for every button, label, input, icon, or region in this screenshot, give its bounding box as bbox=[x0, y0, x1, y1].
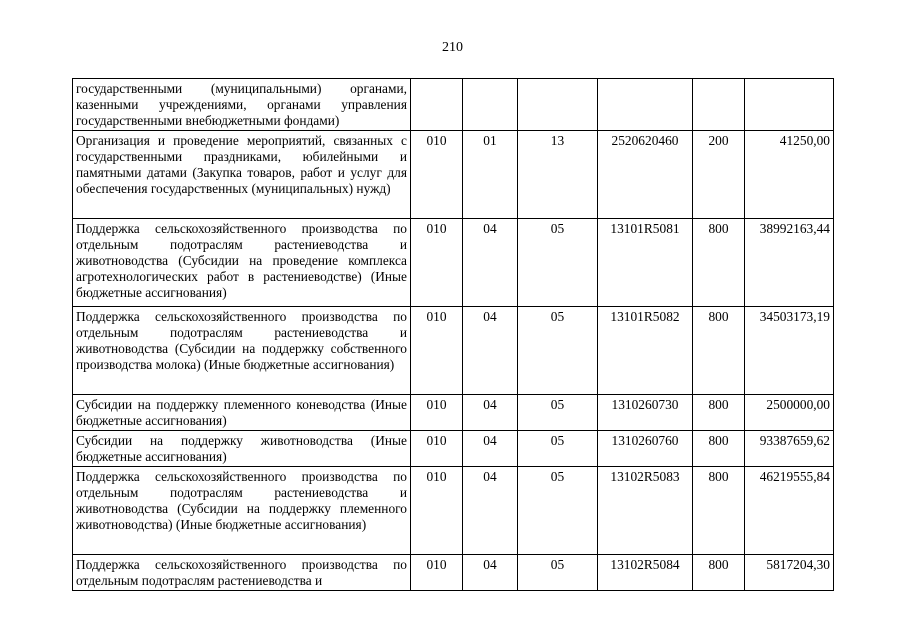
row-description: Поддержка сельскохозяйственного производства по отдельным подотраслям растениеводства и bbox=[73, 555, 411, 591]
expense-type-code bbox=[693, 79, 745, 131]
ministry-code: 010 bbox=[411, 555, 463, 591]
ministry-code: 010 bbox=[411, 131, 463, 219]
ministry-code: 010 bbox=[411, 431, 463, 467]
section-code: 04 bbox=[463, 555, 518, 591]
expense-type-code: 200 bbox=[693, 131, 745, 219]
budget-table bbox=[72, 78, 834, 591]
ministry-code: 010 bbox=[411, 307, 463, 395]
target-article-code: 1310260730 bbox=[598, 395, 693, 431]
row-description: Поддержка сельскохозяйственного производства по отдельным подотраслям растениеводства и животноводства (Субсидии на поддержку племенного животноводства) (Иные бюджетные ассигнования) bbox=[73, 467, 411, 555]
table-row bbox=[73, 431, 834, 467]
target-article-code: 13101R5082 bbox=[598, 307, 693, 395]
expense-type-code: 800 bbox=[693, 395, 745, 431]
amount: 93387659,62 bbox=[745, 431, 834, 467]
subsection-code: 05 bbox=[518, 431, 598, 467]
section-code: 04 bbox=[463, 219, 518, 307]
amount: 46219555,84 bbox=[745, 467, 834, 555]
amount: 38992163,44 bbox=[745, 219, 834, 307]
table-row bbox=[73, 79, 834, 131]
section-code: 04 bbox=[463, 307, 518, 395]
section-code bbox=[463, 79, 518, 131]
ministry-code: 010 bbox=[411, 219, 463, 307]
subsection-code: 13 bbox=[518, 131, 598, 219]
row-description: государственными (муниципальными) органами, казенными учреждениями, органами управления государственными внебюджетными фондами) bbox=[73, 79, 411, 131]
subsection-code: 05 bbox=[518, 219, 598, 307]
target-article-code bbox=[598, 79, 693, 131]
table-row bbox=[73, 219, 834, 307]
table-row bbox=[73, 395, 834, 431]
target-article-code: 2520620460 bbox=[598, 131, 693, 219]
amount: 34503173,19 bbox=[745, 307, 834, 395]
table-row bbox=[73, 555, 834, 591]
row-description: Субсидии на поддержку племенного коневодства (Иные бюджетные ассигнования) bbox=[73, 395, 411, 431]
row-description: Поддержка сельскохозяйственного производства по отдельным подотраслям растениеводства и животноводства (Субсидии на поддержку собственного производства молока) (Иные бюджетные ассигнования) bbox=[73, 307, 411, 395]
amount: 2500000,00 bbox=[745, 395, 834, 431]
target-article-code: 13102R5084 bbox=[598, 555, 693, 591]
expense-type-code: 800 bbox=[693, 307, 745, 395]
page-number: 210 bbox=[442, 40, 463, 55]
section-code: 04 bbox=[463, 431, 518, 467]
amount bbox=[745, 79, 834, 131]
subsection-code: 05 bbox=[518, 395, 598, 431]
subsection-code: 05 bbox=[518, 467, 598, 555]
ministry-code: 010 bbox=[411, 467, 463, 555]
target-article-code: 13102R5083 bbox=[598, 467, 693, 555]
expense-type-code: 800 bbox=[693, 467, 745, 555]
target-article-code: 13101R5081 bbox=[598, 219, 693, 307]
table-row bbox=[73, 131, 834, 219]
subsection-code: 05 bbox=[518, 307, 598, 395]
expense-type-code: 800 bbox=[693, 219, 745, 307]
row-description: Субсидии на поддержку животноводства (Иные бюджетные ассигнования) bbox=[73, 431, 411, 467]
amount: 5817204,30 bbox=[745, 555, 834, 591]
row-description: Поддержка сельскохозяйственного производства по отдельным подотраслям растениеводства и животноводства (Субсидии на проведение комплекса агротехнологических работ в растениеводстве) (Иные бюджетные ассигнования) bbox=[73, 219, 411, 307]
ministry-code: 010 bbox=[411, 395, 463, 431]
subsection-code bbox=[518, 79, 598, 131]
amount: 41250,00 bbox=[745, 131, 834, 219]
section-code: 01 bbox=[463, 131, 518, 219]
section-code: 04 bbox=[463, 467, 518, 555]
ministry-code bbox=[411, 79, 463, 131]
target-article-code: 1310260760 bbox=[598, 431, 693, 467]
table-row bbox=[73, 307, 834, 395]
section-code: 04 bbox=[463, 395, 518, 431]
row-description: Организация и проведение мероприятий, связанных с государственными праздниками, юбилейными и памятными датами (Закупка товаров, работ и услуг для обеспечения государственных (муниципальных) нужд) bbox=[73, 131, 411, 219]
expense-type-code: 800 bbox=[693, 555, 745, 591]
expense-type-code: 800 bbox=[693, 431, 745, 467]
subsection-code: 05 bbox=[518, 555, 598, 591]
table-row bbox=[73, 467, 834, 555]
